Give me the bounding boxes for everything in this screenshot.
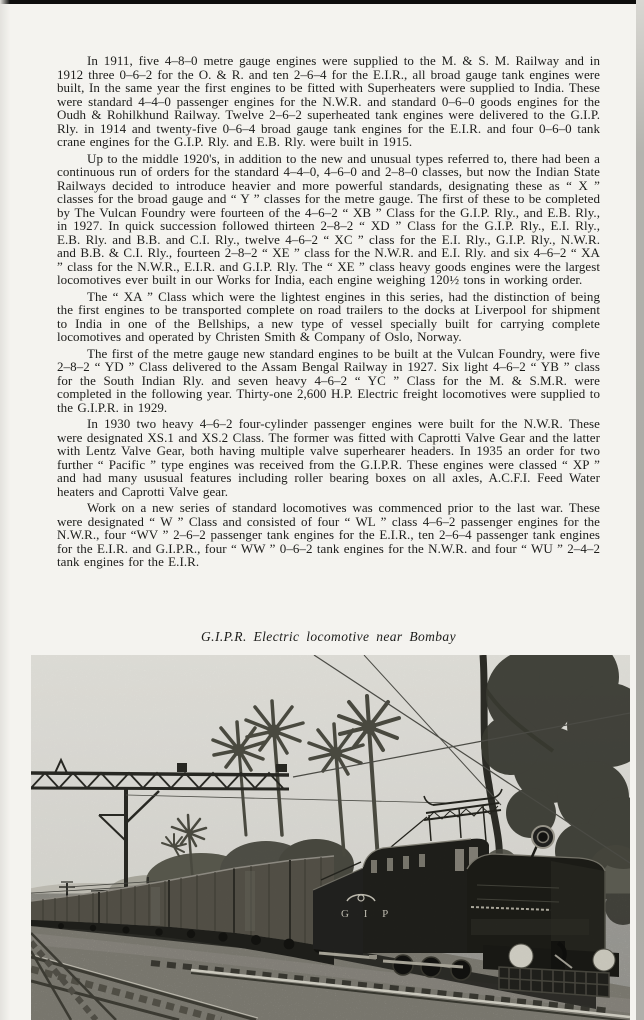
paragraph-4: The first of the metre gauge new standard engines to be built at the Vulcan Foundry, were five 2–8–2 “ YD ” Class delivered to the Assam Bengal Railway in 1927. Six light 4–6–2 “ YB ” class for the South Indian Rly. and seven heavy 4–6–2 “ YC ” Class for the M. & S.M.R. were completed in the following year. Thirty-one 2,600 H.P. Electric freight locomotives were supplied to the G.I.P.R. in 1929. <box>57 345 600 415</box>
paragraph-6: Work on a new series of standard locomotives was commenced prior to the last war. These were designated “ W ” Class and consisted of four “ WL ” class 4–6–2 passenger engines for the N.W.R., four “WV ” 2–6–2 passenger tank engines for the E.I.R., ten 2–6–4 passenger tank engines for the E.I.R. and G.I.P.R., four “ WW ” 0–6–2 tank engines for the N.W.R. and four “ WU ” 2–4–2 tank engines for the E.I.R. <box>57 500 600 569</box>
paragraph-3: The “ XA ” Class which were the lightest engines in this series, had the distinction of being the first engines to be transported complete on road trailers to the docks at Liverpool for shipment to India in one of the Bellships, a new type of vessel specially built for carrying complete locomotives and operated by Christen Smith & Company of Oslo, Norway. <box>57 288 600 344</box>
photo-illustration <box>31 655 630 1020</box>
page-right-edge-shadow <box>636 0 644 1020</box>
paragraph-2: Up to the middle 1920's, in addition to the new and unusual types referred to, there had been a continuous run of orders for the standard 4–4–0, 4–6–0 and 2–8–0 classes, but now the Indian State Railways decided to introduce heavier and more powerful standards, designating these as “ X ” classes for the broad gauge and “ Y ” classes for the metre gauge. The first of these to be completed by The Vulcan Foundry were fourteen of the 4–6–2 “ XB ” Class for the G.I.P. Rly., and E.B. Rly., in 1927. In quick succession followed thirteen 2–8–2 “ XD ” Class for the G.I.P. Rly., E.I. Rly., E.B. Rly. and B.B. and C.I. Rly., twelve 4–6–2 “ XC ” class for the E.I. Rly., G.I.P. Rly., N.W.R. and B.B. & C.I. Rly., fourteen 2–8–2 “ XE ” class for the N.W.R. and E.I. Rly. and six 4–6–2 “ XA ” class for the N.W.R., E.I.R. and G.I.P. Rly. The “ XE ” class heavy goods engines were the largest locomotives ever built in our Works for India, each engine weighing 120½ tons in working order. <box>57 150 600 287</box>
loco-lettering: G I P <box>341 908 395 920</box>
paragraph-1: In 1911, five 4–8–0 metre gauge engines were supplied to the M. & S. M. Railway and in 1912 three 0–6–2 for the O. & R. and ten 2–6–4 for the E.I.R., all broad gauge tank engines were built, In the same year the first engines to be fitted with Superheaters were supplied to India. These were standard 4–4–0 passenger engines for the N.W.R. and standard 0–6–0 goods engines for the Oudh & Rohilkhund Railway. Twelve 2–6–2 superheated tank engines were delivered to the G.I.P. Rly. in 1914 and twenty-five 0–6–4 broad gauge tank engines for the E.I.R. and four 0–6–0 tank crane engines for the G.I.P. Rly. and E.B. Rly. were built in 1915. <box>57 54 600 149</box>
page-left-edge-shading <box>0 0 10 1020</box>
article-text <box>57 54 600 626</box>
paragraph-5: In 1930 two heavy 4–6–2 four-cylinder passenger engines were built for the N.W.R. These were designated XS.1 and XS.2 Class. The former was fitted with Caprotti Valve Gear and the latter with Lentz Valve Gear, both having multiple valve superhearer headers. In 1935 an order for two further “ Pacific ” type engines was received from the G.I.P.R. These engines were classed “ XP ” and had many ususual features including roller bearing boxes on all axles, A.C.F.I. Feed Water heaters and Caprotti Valve gear. <box>57 416 600 499</box>
photo-caption: G.I.P.R. Electric locomotive near Bombay <box>201 629 456 644</box>
photo-gipr-electric-locomotive <box>31 655 630 1020</box>
page-top-edge-shadow <box>0 0 644 4</box>
photo-grain <box>31 655 630 1020</box>
